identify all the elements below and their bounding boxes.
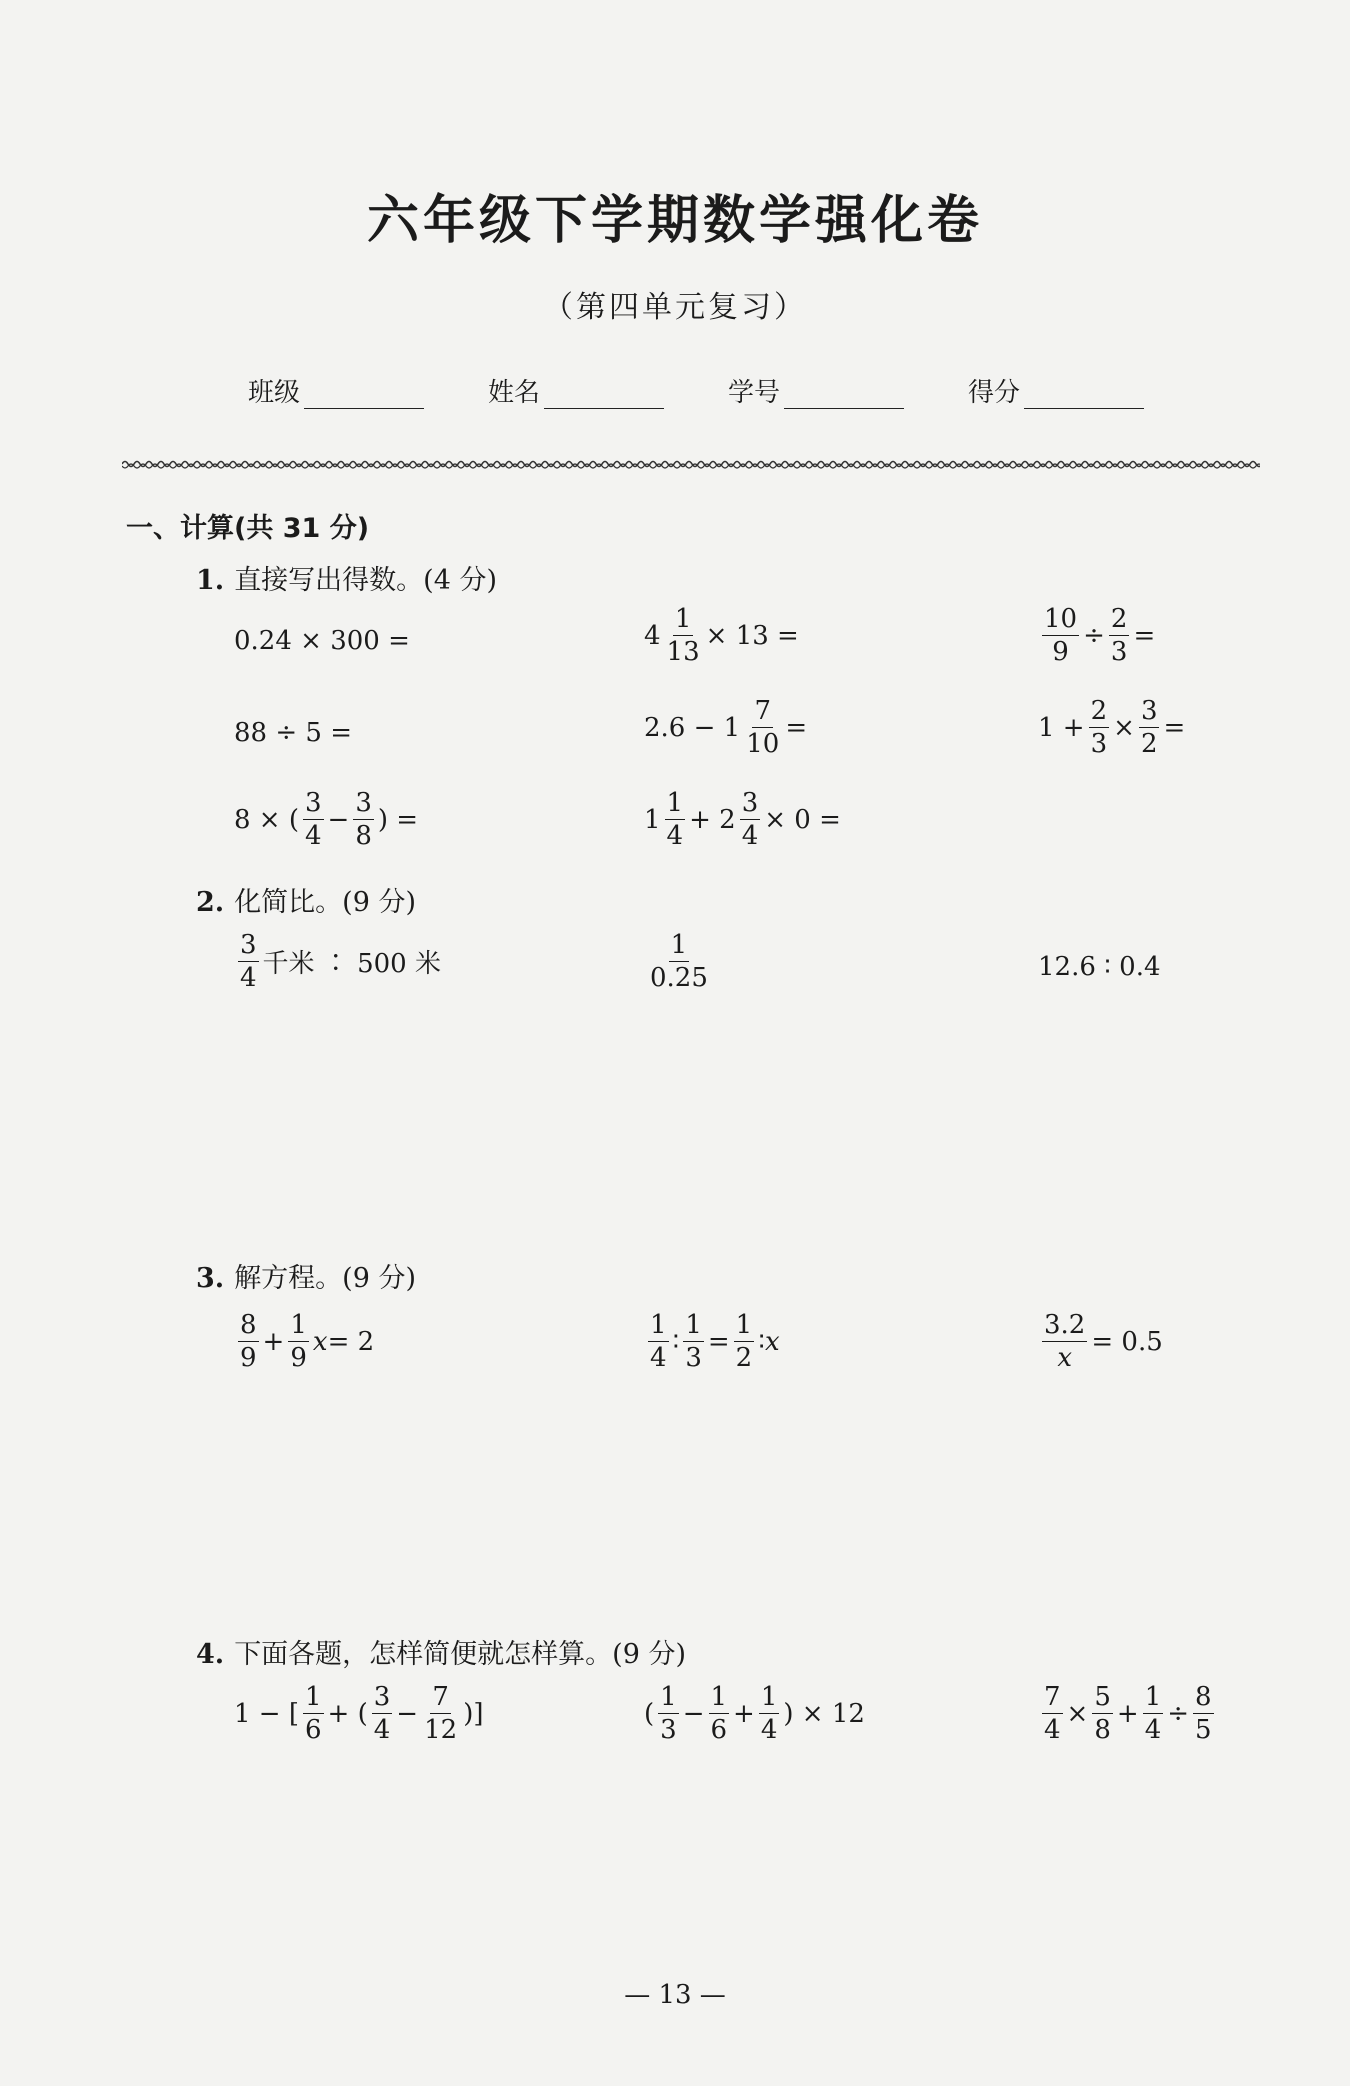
fraction: $\frac{3.2}{x}$	[1044, 1310, 1086, 1373]
score-blank[interactable]	[1024, 382, 1144, 409]
q1-item-b: 4 $\frac{1}{13}$ × 13 =	[644, 604, 799, 667]
fraction: $\frac{3}{4}$	[373, 1682, 391, 1745]
question-1	[196, 558, 497, 597]
name-blank[interactable]	[544, 382, 664, 409]
question-1-number: 1.	[196, 565, 225, 596]
score-label: 得分	[968, 378, 1021, 408]
fraction: $\frac{3}{4}$	[741, 788, 759, 851]
fraction: $\frac{1}{9}$	[290, 1310, 307, 1373]
fraction: $\frac{10}{9}$	[1044, 604, 1078, 667]
question-2	[196, 880, 416, 919]
fraction: $\frac{1}{3}$	[660, 1682, 677, 1745]
fraction: $\frac{1}{4}$	[760, 1682, 778, 1745]
fraction: $\frac{7}{4}$	[1044, 1682, 1061, 1745]
fraction: $\frac{2}{3}$	[1090, 696, 1108, 759]
fraction: $\frac{2}{3}$	[1110, 604, 1128, 667]
q2-item-c: 12.6 ∶ 0.4	[1038, 952, 1161, 982]
student-id-label: 学号	[728, 378, 781, 408]
q1-item-h: 1 $\frac{1}{4}$ + 2 $\frac{3}{4}$ × 0 =	[644, 788, 841, 851]
fraction: $\frac{1}{3}$	[685, 1310, 702, 1373]
name-field[interactable]	[488, 372, 664, 409]
question-2-label: 化简比。(9 分)	[234, 887, 417, 918]
q1-item-d: 88 ÷ 5 =	[234, 718, 352, 748]
fraction: $\frac{5}{8}$	[1094, 1682, 1111, 1745]
fraction: $\frac{3}{4}$	[305, 788, 322, 851]
fraction: $\frac{3}{2}$	[1140, 696, 1158, 759]
q1-item-e: 2.6 − 1 $\frac{7}{10}$ =	[644, 696, 808, 759]
fraction: $\frac{1}{4}$	[650, 1310, 667, 1373]
fraction: $\frac{3}{8}$	[355, 788, 372, 851]
q1-item-a: 0.24 × 300 =	[234, 626, 410, 656]
fraction: $\frac{1}{4}$	[666, 788, 684, 851]
student-id-field[interactable]	[728, 372, 904, 409]
name-label: 姓名	[488, 378, 541, 408]
fraction: $\frac{1}{13}$	[666, 604, 700, 667]
fraction: $\frac{1}{6}$	[305, 1682, 322, 1745]
question-4	[196, 1632, 686, 1671]
page-number: — 13 —	[624, 1980, 726, 2010]
question-3-label: 解方程。(9 分)	[234, 1263, 417, 1294]
page-title: 六年级下学期数学强化卷	[366, 190, 983, 251]
class-field[interactable]	[248, 372, 424, 409]
q2-item-a: $\frac{3}{4}$ 千米 ∶ 500 米	[240, 930, 441, 993]
fraction: $\frac{3}{4}$	[240, 930, 257, 993]
q3-item-b: $\frac{1}{4}$ ∶ $\frac{1}{3}$ = $\frac{1}{2}$ ∶ x	[650, 1310, 780, 1373]
fraction: $\frac{1}{4}$	[1144, 1682, 1162, 1745]
question-4-number: 4.	[196, 1639, 225, 1670]
question-3	[196, 1256, 416, 1295]
q3-item-c: $\frac{3.2}{x}$ = 0.5	[1044, 1310, 1163, 1373]
fraction: $\frac{1}{0.25}$	[650, 930, 708, 993]
wavy-divider	[122, 456, 1260, 472]
class-blank[interactable]	[304, 382, 424, 409]
student-id-blank[interactable]	[784, 382, 904, 409]
q3-item-a: $\frac{8}{9}$ + $\frac{1}{9}$ x = 2	[240, 1310, 375, 1373]
fraction: $\frac{8}{9}$	[240, 1310, 257, 1373]
section-1-heading: 一、计算(共 31 分)	[126, 513, 370, 544]
fraction: $\frac{7}{10}$	[746, 696, 780, 759]
score-field[interactable]	[968, 372, 1144, 409]
fraction: $\frac{8}{5}$	[1195, 1682, 1212, 1745]
q2-item-b	[644, 932, 714, 991]
question-4-label: 下面各题，怎样简便就怎样算。(9 分)	[234, 1639, 687, 1670]
question-2-number: 2.	[196, 887, 225, 918]
fraction: $\frac{1}{2}$	[735, 1310, 753, 1373]
class-label: 班级	[248, 378, 301, 408]
fraction: $\frac{7}{12}$	[424, 1682, 458, 1745]
question-1-label: 直接写出得数。(4 分)	[234, 565, 498, 596]
q4-item-a: 1 − [ $\frac{1}{6}$ + ( $\frac{3}{4}$ − $\frac{7}{12}$ )]	[234, 1682, 484, 1745]
q4-item-b: ( $\frac{1}{3}$ − $\frac{1}{6}$ + $\frac{1}{4}$ ) × 12	[644, 1682, 865, 1745]
q1-item-c: $\frac{10}{9}$ ÷ $\frac{2}{3}$ =	[1044, 604, 1156, 667]
fraction: $\frac{1}{6}$	[710, 1682, 728, 1745]
q1-item-g: 8 × ( $\frac{3}{4}$ − $\frac{3}{8}$ ) =	[234, 788, 419, 851]
q4-item-c: $\frac{7}{4}$ × $\frac{5}{8}$ + $\frac{1}{4}$ ÷ $\frac{8}{5}$	[1044, 1682, 1212, 1745]
q1-item-f: 1 + $\frac{2}{3}$ × $\frac{3}{2}$ =	[1038, 696, 1186, 759]
question-3-number: 3.	[196, 1263, 225, 1294]
page-subtitle: （第四单元复习）	[543, 290, 807, 325]
